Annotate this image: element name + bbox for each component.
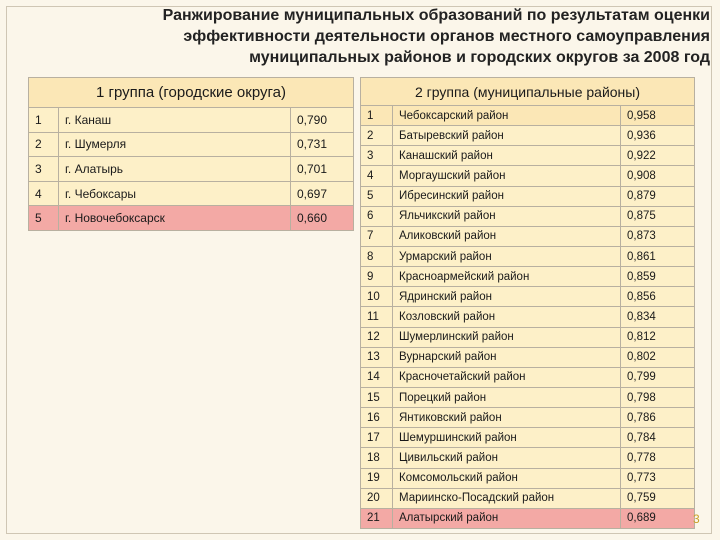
value-cell: 0,731	[291, 132, 354, 157]
group2-table	[360, 77, 695, 529]
value-cell: 0,802	[621, 347, 695, 367]
value-cell: 0,759	[621, 488, 695, 508]
rank-cell: 20	[361, 488, 393, 508]
table-row	[29, 157, 354, 182]
table-row	[361, 468, 695, 488]
table-row	[361, 327, 695, 347]
table-row	[361, 367, 695, 387]
value-cell: 0,784	[621, 428, 695, 448]
table-row	[29, 206, 354, 231]
rank-cell: 15	[361, 387, 393, 407]
name-cell: г. Новочебоксарск	[59, 206, 291, 231]
rank-cell: 1	[361, 106, 393, 126]
value-cell: 0,778	[621, 448, 695, 468]
name-cell: Аликовский район	[393, 226, 621, 246]
rank-cell: 1	[29, 108, 59, 133]
table-row	[361, 347, 695, 367]
name-cell: Алатырский район	[393, 508, 621, 528]
rank-cell: 2	[361, 126, 393, 146]
rank-cell: 13	[361, 347, 393, 367]
name-cell: Ибресинский район	[393, 186, 621, 206]
rank-cell: 6	[361, 206, 393, 226]
value-cell: 0,660	[291, 206, 354, 231]
rank-cell: 3	[361, 146, 393, 166]
table-row	[29, 181, 354, 206]
title-line-3: муниципальных районов и городских округов за 2008 год	[249, 49, 710, 66]
rank-cell: 18	[361, 448, 393, 468]
table-row	[361, 226, 695, 246]
value-cell: 0,879	[621, 186, 695, 206]
rank-cell: 8	[361, 246, 393, 266]
rank-cell: 19	[361, 468, 393, 488]
rank-cell: 17	[361, 428, 393, 448]
table-row	[361, 166, 695, 186]
rank-cell: 2	[29, 132, 59, 157]
name-cell: Красночетайский район	[393, 367, 621, 387]
name-cell: Ядринский район	[393, 287, 621, 307]
value-cell: 0,922	[621, 146, 695, 166]
table-row	[361, 488, 695, 508]
name-cell: г. Алатырь	[59, 157, 291, 182]
name-cell: Шумерлинский район	[393, 327, 621, 347]
value-cell: 0,908	[621, 166, 695, 186]
name-cell: Порецкий район	[393, 387, 621, 407]
rank-cell: 5	[361, 186, 393, 206]
name-cell: г. Шумерля	[59, 132, 291, 157]
name-cell: Янтиковский район	[393, 408, 621, 428]
rank-cell: 5	[29, 206, 59, 231]
table-row	[361, 126, 695, 146]
value-cell: 0,958	[621, 106, 695, 126]
value-cell: 0,786	[621, 408, 695, 428]
name-cell: Батыревский район	[393, 126, 621, 146]
table-row	[361, 428, 695, 448]
name-cell: г. Чебоксары	[59, 181, 291, 206]
name-cell: Канашский район	[393, 146, 621, 166]
page-title	[40, 5, 710, 68]
value-cell: 0,812	[621, 327, 695, 347]
rank-cell: 14	[361, 367, 393, 387]
value-cell: 0,861	[621, 246, 695, 266]
name-cell: Вурнарский район	[393, 347, 621, 367]
value-cell: 0,859	[621, 267, 695, 287]
value-cell: 0,873	[621, 226, 695, 246]
table-row	[361, 246, 695, 266]
table-row	[361, 448, 695, 468]
name-cell: г. Канаш	[59, 108, 291, 133]
value-cell: 0,697	[291, 181, 354, 206]
table-row	[361, 206, 695, 226]
rank-cell: 10	[361, 287, 393, 307]
table-row	[361, 267, 695, 287]
group1-header: 1 группа (городские округа)	[29, 78, 354, 108]
table-row	[29, 108, 354, 133]
name-cell: Шемуршинский район	[393, 428, 621, 448]
rank-cell: 4	[361, 166, 393, 186]
name-cell: Красноармейский район	[393, 267, 621, 287]
page-number: 3	[693, 512, 700, 526]
value-cell: 0,701	[291, 157, 354, 182]
value-cell: 0,856	[621, 287, 695, 307]
name-cell: Урмарский район	[393, 246, 621, 266]
name-cell: Мариинско-Посадский район	[393, 488, 621, 508]
value-cell: 0,689	[621, 508, 695, 528]
name-cell: Козловский район	[393, 307, 621, 327]
table-row	[29, 132, 354, 157]
table-row	[361, 146, 695, 166]
name-cell: Комсомольский район	[393, 468, 621, 488]
table-row	[361, 387, 695, 407]
value-cell: 0,834	[621, 307, 695, 327]
table-row	[361, 106, 695, 126]
rank-cell: 3	[29, 157, 59, 182]
table-row	[361, 287, 695, 307]
rank-cell: 16	[361, 408, 393, 428]
name-cell: Моргаушский район	[393, 166, 621, 186]
table-row	[361, 508, 695, 528]
value-cell: 0,936	[621, 126, 695, 146]
value-cell: 0,773	[621, 468, 695, 488]
rank-cell: 12	[361, 327, 393, 347]
value-cell: 0,799	[621, 367, 695, 387]
table-row	[361, 186, 695, 206]
title-line-1: Ранжирование муниципальных образований по результатам оценки	[162, 7, 710, 24]
table-row	[361, 408, 695, 428]
title-line-2: эффективности деятельности органов местного самоуправления	[183, 28, 710, 45]
value-cell: 0,798	[621, 387, 695, 407]
rank-cell: 11	[361, 307, 393, 327]
rank-cell: 7	[361, 226, 393, 246]
rank-cell: 21	[361, 508, 393, 528]
rank-cell: 9	[361, 267, 393, 287]
group2-header: 2 группа (муниципальные районы)	[361, 78, 695, 106]
value-cell: 0,875	[621, 206, 695, 226]
group1-table	[28, 77, 354, 231]
rank-cell: 4	[29, 181, 59, 206]
name-cell: Яльчикский район	[393, 206, 621, 226]
name-cell: Чебоксарский район	[393, 106, 621, 126]
name-cell: Цивильский район	[393, 448, 621, 468]
value-cell: 0,790	[291, 108, 354, 133]
table-row	[361, 307, 695, 327]
